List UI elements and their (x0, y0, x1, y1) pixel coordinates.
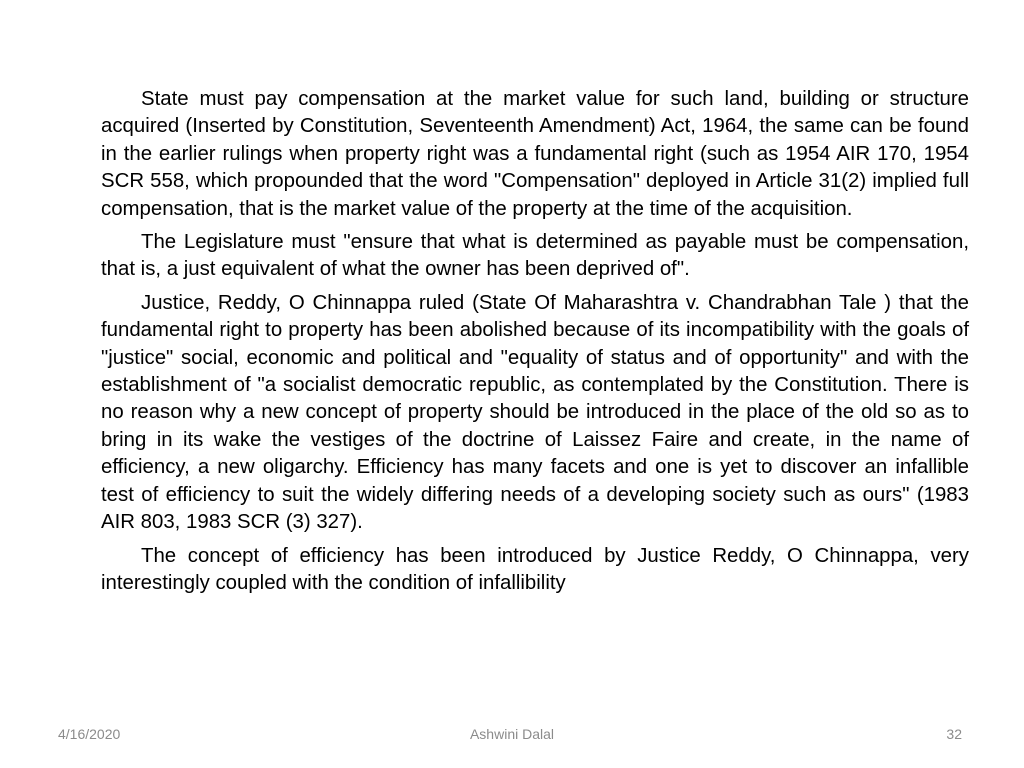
paragraph-compensation: State must pay compensation at the market value for such land, building or structure acquired (Inserted by Constitution, Seventeenth Amendment) Act, 1964, the same can be found in the earlier rulings when property right was a fundamental right (such as 1954 AIR 170, 1954 SCR 558, which propounded that the word "Compensation" deployed in Article 31(2) implied full compensation, that is the market value of the property at the time of the acquisition. (101, 88, 969, 220)
slide-number: 32 (946, 726, 962, 742)
footer-author: Ashwini Dalal (469, 726, 555, 742)
paragraph-efficiency-concept: The concept of efficiency has been introduced by Justice Reddy, O Chinnappa, very interestingly coupled with the condition of infallibility (101, 544, 969, 594)
slide-body-text (101, 86, 969, 603)
paragraph-justice-reddy-ruling: Justice, Reddy, O Chinnappa ruled (State Of Maharashtra v. Chandrabhan Tale ) that the fundamental right to property has been abolished because of its incompatibility with the goals of "justice" social, economic and political and "equality of status and of opportunity" and with the establishment of "a socialist democratic republic, as contemplated by the Constitution. There is no reason why a new concept of property should be introduced in the place of the old so as to bring in its wake the vestiges of the doctrine of Laissez Faire and create, in the name of efficiency, a new oligarchy. Efficiency has many facets and one is yet to discover an infallible test of efficiency to suit the widely differing needs of a developing society such as ours" (1983 AIR 803, 1983 SCR (3) 327). (101, 291, 969, 534)
footer-date: 4/16/2020 (58, 726, 121, 742)
paragraph-legislature: The Legislature must "ensure that what is determined as payable must be compensation, that is, a just equivalent of what the owner has been deprived of". (101, 231, 969, 281)
